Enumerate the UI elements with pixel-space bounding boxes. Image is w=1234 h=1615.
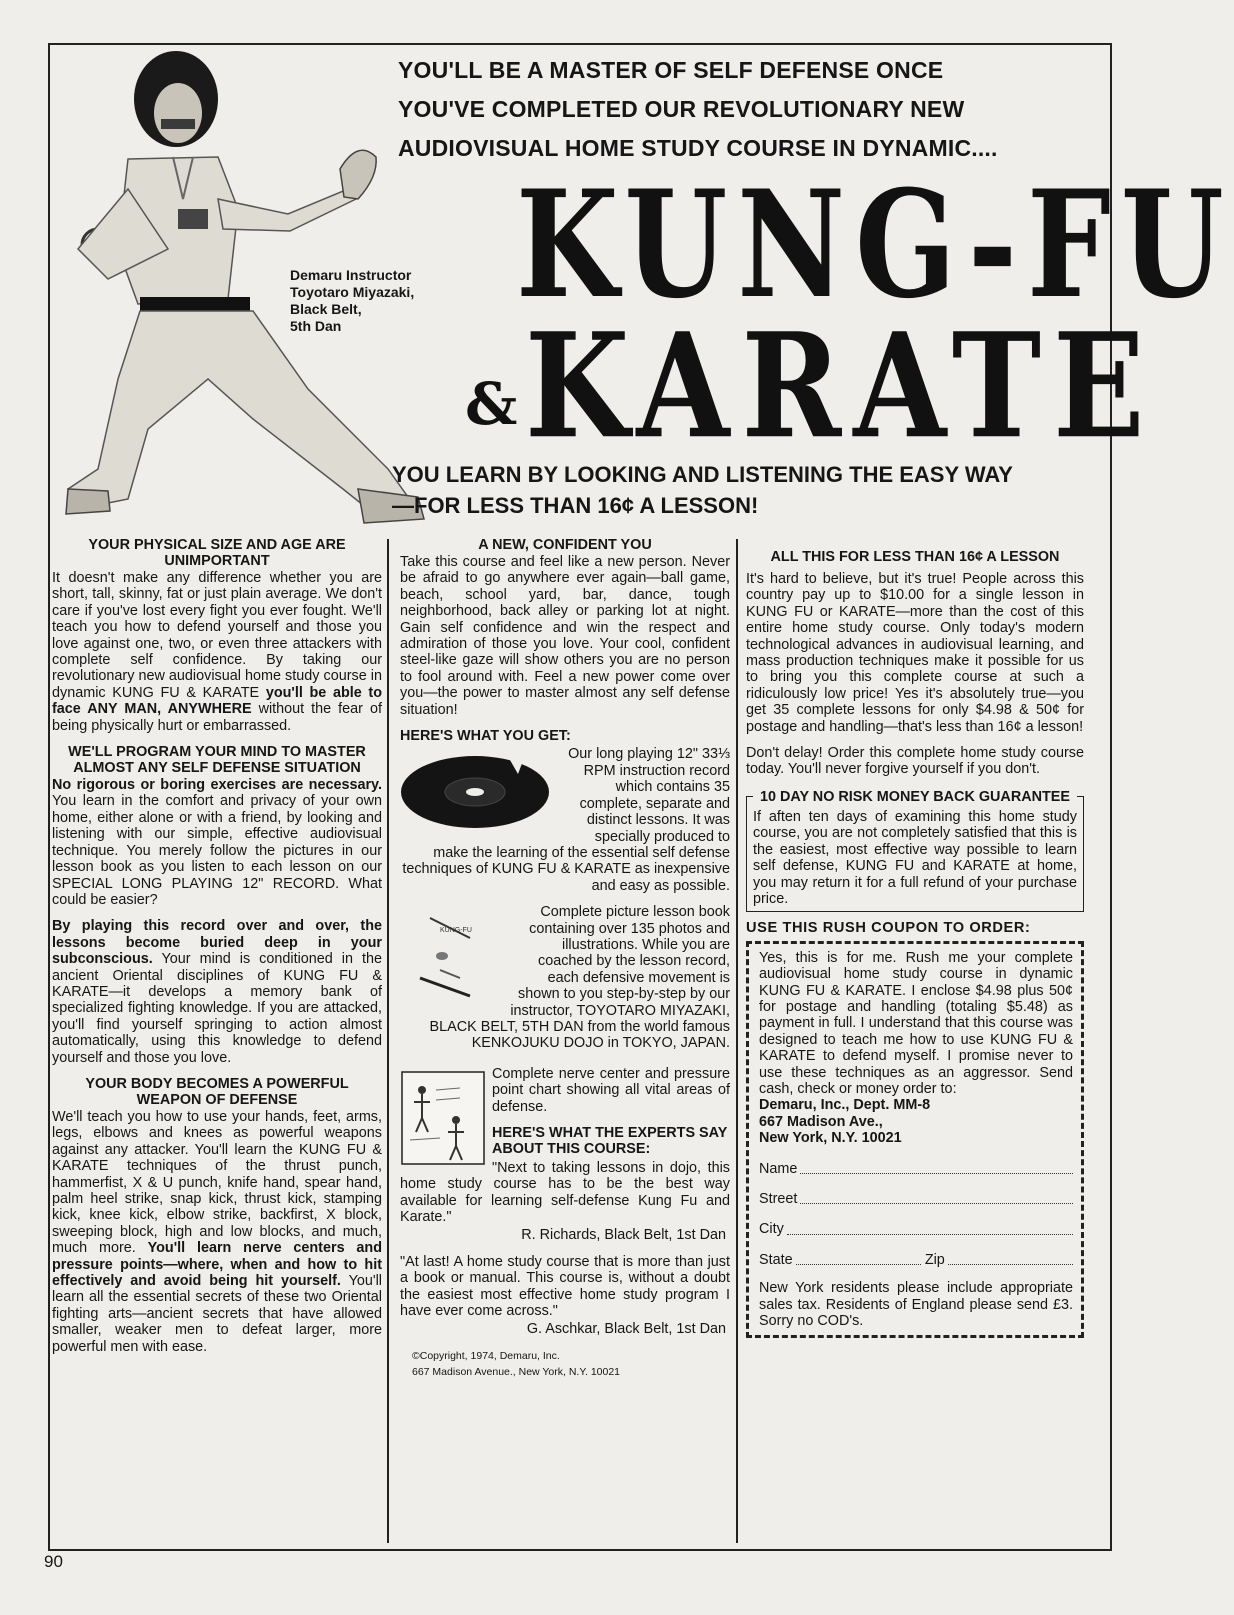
headline-line: AUDIOVISUAL HOME STUDY COURSE IN DYNAMIC.... [398,135,998,161]
order-coupon [746,941,1084,1339]
text: without the fear of being physically hurt or embarrassed. [52,701,382,734]
paragraph [52,570,382,734]
brand-ampersand: & [465,370,518,438]
bold-text: By playing this record over and over, the lessons become buried deep in your subconscious. [52,918,382,968]
paragraph: Our long playing 12" 33⅓ RPM instruction record which contains 35 complete, separate and distinct lessons. It was specially produced to make the learning of the essential self defense techniques of KUNG FU & KARATE as inexpensive and easy as possible. [402,746,730,894]
copyright-address: 667 Madison Avenue., New York, N.Y. 10021 [412,1365,621,1378]
zip-label: Zip [924,1251,945,1268]
text: It doesn't make any difference whether you are short, tall, skinny, fat or just plain average. We don't care if you've lost every fight you ever fought. We'll teach you how to defend yourself and those you love against one, two, or even three attackers with complete self confidence. By taking our revolutionary new audiovisual home study course in dynamic KUNG FU & KARATE [52,570,382,701]
ad-frame [48,43,1234,1551]
text: Your mind is conditioned in the ancient Oriental disciplines of KUNG FU & KARATE—it develops a memory bank of specialized fighting knowledge. If you are attacked, you'll find yourself springing to action almost automatically, using this knowledge to defend yourself and those you love. [52,951,382,1066]
section-heading: YOUR PHYSICAL SIZE AND AGE ARE UNIMPORTANT [88,537,346,569]
paragraph [52,777,382,908]
subhead-line: —FOR LESS THAN 16¢ A LESSON! [392,493,759,518]
body-columns [50,537,1110,1547]
column-right [746,537,1084,1338]
text: You'll learn all the essential secrets of these two Oriental fighting arts—ancient secrets that have allowed smaller, weaker men to defeat larger, more powerful men with ease. [52,1273,382,1355]
paragraph: Take this course and feel like a new person. Never be afraid to go anywhere ever again—ball game, beach, school yard, bar, dance, tough neighborhood, back alley or parking lot at night. Gain self confidence and win the respect and admiration of those you love. Your cool, confident steel-like gaze will show others you are no person to fool around with. Feel a new power come over you—the power to master almost any self defense situation! [400,554,730,718]
column-middle [400,537,730,1380]
guarantee-box [746,788,1084,912]
subheadline [392,459,1107,521]
section-heading: A NEW, CONFIDENT YOU [478,537,652,553]
name-line[interactable] [800,1172,1073,1174]
testimonial-quote: "Next to taking lessons in dojo, this home study course has to be the best way available for learning self-defense Kung Fu and Karate." [400,1159,730,1226]
state-line[interactable] [796,1263,921,1265]
address-line: Demaru, Inc., Dept. MM-8 [759,1097,931,1114]
coupon-footer: New York residents please include appropriate sales tax. Residents of England please send £3. Sorry no COD's. [759,1280,1073,1330]
headline-line: YOU'LL BE A MASTER OF SELF DEFENSE ONCE [398,57,944,83]
state-label: State [759,1251,793,1268]
caption-line: Toyotaro Miyazaki, [290,284,415,300]
pressure-point-chart-icon [400,1070,486,1166]
photo-caption [290,267,460,335]
text: We'll teach you how to use your hands, feet, arms, legs, elbows and knees as powerful weapons against any attacker. You'll learn the KUNG FU & KARATE techniques of the thrust punch, hammerfist, X & U punch, knife hand, spear hand, palm heel strike, snap kick, thrust kick, stamping kick, knee kick, elbow strike, backfirst, X block, sweeping block, high and low blocks, and much, much more. [52,1108,382,1257]
chart-item [400,1066,730,1115]
page-number: 90 [44,1552,63,1571]
record-item [400,746,730,894]
headline [398,51,1098,168]
paragraph: Don't delay! Order this complete home study course today. You'll never forgive yourself if you don't. [746,745,1084,778]
section-heading: WE'LL PROGRAM YOUR MIND TO MASTER ALMOST ANY SELF DEFENSE SITUATION [68,744,366,777]
testimonial-author: G. Aschkar, Black Belt, 1st Dan [526,1321,726,1338]
column-left [52,537,382,1365]
name-label: Name [759,1160,798,1177]
coupon-text: Yes, this is for me. Rush me your complete audiovisual home study course in dynamic KUNG FU & KARATE. I enclose $4.98 plus 50¢ for postage and handling (totaling $5.48) as payment in full. I understand that this course was designed to teach me how to use KUNG FU & KARATE to defend myself. I promise never to use these techniques as an aggressor. Send cash, check or money order to: [759,949,1073,1097]
guarantee-title: 10 DAY NO RISK MONEY BACK GUARANTEE [753,789,1077,805]
brand-title-karate: KARATE [525,301,1157,471]
subhead-line: YOU LEARN BY LOOKING AND LISTENING THE EASY WAY [392,462,1013,487]
brand-title-kungfu: KUNG-FU [516,157,1234,331]
state-zip-field[interactable] [759,1252,1073,1268]
zip-line[interactable] [948,1263,1073,1265]
copyright-line: ©Copyright, 1974, Demaru, Inc. [412,1349,560,1362]
section-heading: HERE'S WHAT YOU GET: [400,728,571,745]
street-label: Street [759,1191,798,1207]
text: You learn in the comfort and privacy of your own home, either alone or with a friend, by looking and listening with our simple, effective audiovisual technique. You merely follow the pictures in our lesson book as you listen to each lesson on our SPECIAL LONG PLAYING 12" RECORD. What could be easier? [52,793,382,908]
street-field[interactable] [759,1191,1073,1207]
lesson-book-icon [400,908,500,1003]
book-item [400,904,730,1052]
mail-address [759,1097,1073,1146]
testimonial-author: R. Richards, Black Belt, 1st Dan [521,1227,726,1244]
testimonial-quote: "At last! A home study course that is more than just a book or manual. This course is, without a doubt the easiest most effective home study program I have ever come across." [400,1253,730,1320]
paragraph: Complete picture lesson book containing over 135 photos and illustrations. While you are coached by the lesson record, each defensive movement is shown to you step-by-step by our instructor, TOYOTARO MIYAZAKI, BLACK BELT, 5TH DAN from the world famous KENKOJUKU DOJO in TOKYO, JAPAN. [429,904,730,1052]
city-field[interactable] [759,1221,1073,1237]
paragraph: Complete nerve center and pressure point chart showing all vital areas of defense. [492,1065,730,1115]
coupon-title: USE THIS RUSH COUPON TO ORDER: [746,920,1031,937]
guarantee-text: If aften ten days of examining this home study course, you are not completely satisfied that this is the easiest, most effective way possible to learn self defense, KUNG FU and KARATE at home, you may return it for a full refund of your purchase price. [753,808,1077,907]
street-line[interactable] [800,1202,1073,1204]
city-line[interactable] [787,1233,1073,1235]
column-divider [387,539,389,1543]
address-line: 667 Madison Ave., [759,1113,883,1130]
bold-text: No rigorous or boring exercises are necessary. [52,777,382,794]
column-divider [736,539,738,1543]
caption-line: Demaru Instructor [290,267,412,283]
svg-text:KUNG-FU: KUNG-FU [440,927,472,935]
headline-line: YOU'VE COMPLETED OUR REVOLUTIONARY NEW [398,96,965,122]
caption-line: 5th Dan [290,318,342,334]
caption-line: Black Belt, [290,301,362,317]
bold-text: you'll be able to face ANY MAN, ANYWHERE [52,684,382,718]
hero-section [50,45,1234,535]
paragraph [52,918,382,1066]
city-label: City [759,1221,784,1238]
section-heading: YOUR BODY BECOMES A POWERFUL WEAPON OF DEFENSE [85,1075,349,1108]
section-heading: HERE'S WHAT THE EXPERTS SAY ABOUT THIS COURSE: [492,1125,728,1158]
name-field[interactable] [759,1161,1073,1177]
bold-text: You'll learn nerve centers and pressure points—where, when and how to hit effectively and avoid being hit yourself. [52,1240,382,1290]
paragraph [52,1109,382,1355]
address-line: New York, N.Y. 10021 [759,1130,902,1147]
paragraph: It's hard to believe, but it's true! People across this country pay up to $10.00 for a single lesson in KUNG FU or KARATE—more than the cost of this entire home study course. Only today's modern technological advances in audiovisual learning, and mass production techniques make it possible for us to bring you this complete course at such a ridiculously low price! Yes it's absolutely true—you get 35 complete lessons for only $4.98 & 50¢ for postage and handling—that's less than 16¢ a lesson! [746,571,1084,735]
section-heading: ALL THIS FOR LESS THAN 16¢ A LESSON [770,549,1060,565]
copyright-notice [400,1348,730,1380]
record-icon [400,750,550,830]
